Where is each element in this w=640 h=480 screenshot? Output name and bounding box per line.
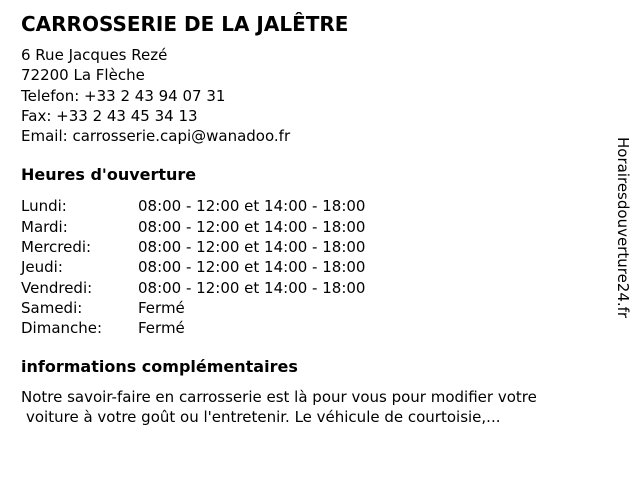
address-street: 6 Rue Jacques Rezé (21, 46, 168, 64)
day-label: Mercredi: (21, 238, 92, 257)
site-watermark: Horairesdouverture24.fr (614, 137, 632, 319)
address-city: 72200 La Flèche (21, 66, 145, 85)
hours-row-monday (21, 196, 640, 216)
hours-row-friday (21, 278, 640, 298)
hours-heading: Heures d'ouverture (21, 165, 197, 185)
email-label: Email: (21, 127, 68, 146)
fax-label: Fax: (21, 106, 52, 125)
email-line (21, 126, 640, 146)
day-times: 08:00 - 12:00 et 14:00 - 18:00 (138, 238, 366, 257)
info-heading: informations complémentaires (21, 356, 298, 376)
info-text (21, 387, 640, 428)
day-times: 08:00 - 12:00 et 14:00 - 18:00 (138, 258, 366, 277)
day-label: Samedi: (21, 298, 83, 317)
hours-row-tuesday (21, 217, 640, 237)
email-address: carrosserie.capi@wanadoo.fr (72, 127, 291, 146)
day-label: Mardi: (21, 217, 68, 236)
hours-row-sunday (21, 318, 640, 338)
day-label: Dimanche: (21, 319, 103, 338)
hours-row-thursday (21, 257, 640, 277)
day-times: Fermé (138, 298, 185, 317)
business-name: CARROSSERIE DE LA JALÊTRE (21, 12, 349, 36)
day-label: Jeudi: (21, 258, 63, 277)
day-label: Vendredi: (21, 278, 93, 297)
day-times: Fermé (138, 319, 185, 338)
hours-table (21, 196, 640, 338)
info-text-line: Notre savoir-faire en carrosserie est là pour vous pour modifier votre (21, 387, 537, 406)
hours-row-saturday (21, 298, 640, 318)
fax-line (21, 106, 640, 126)
day-label: Lundi: (21, 197, 67, 216)
phone-label: Telefon: (21, 86, 80, 105)
phone-number: +33 2 43 94 07 31 (84, 86, 226, 105)
hours-row-wednesday (21, 237, 640, 257)
info-text-line: voiture à votre goût ou l'entretenir. Le véhicule de courtoisie,... (26, 407, 501, 426)
day-times: 08:00 - 12:00 et 14:00 - 18:00 (138, 197, 366, 216)
day-times: 08:00 - 12:00 et 14:00 - 18:00 (138, 217, 366, 236)
contact-block (21, 45, 640, 146)
phone-line (21, 86, 640, 106)
fax-number: +33 2 43 45 34 13 (56, 106, 198, 125)
day-times: 08:00 - 12:00 et 14:00 - 18:00 (138, 278, 366, 297)
